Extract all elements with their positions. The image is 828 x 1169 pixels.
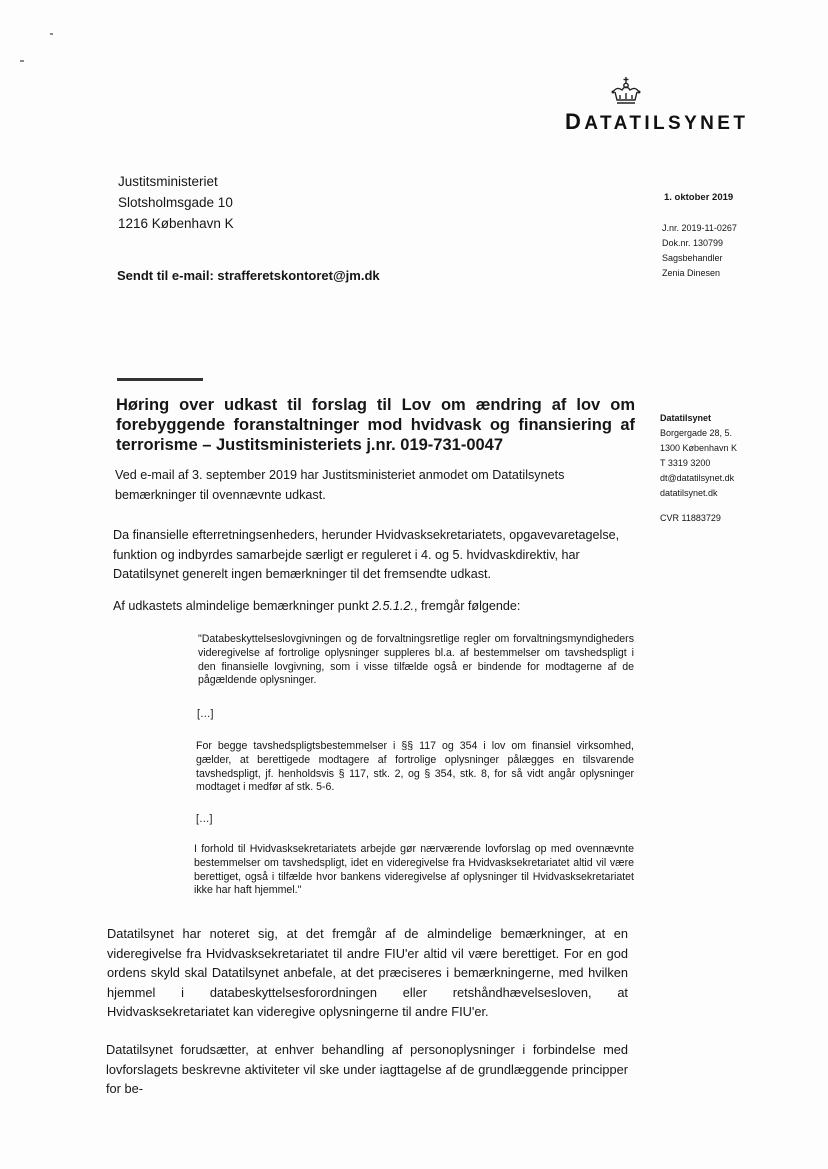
recipient-line: 1216 København K (118, 216, 234, 231)
body-paragraph: Datatilsynet har noteret sig, at det fremgår af de almindelige bemærkninger, at en videregivelse fra Hvidvasksekretariatet til andre FIU'er altid vil være berettiget. For en god ordens skyld skal Datatilsynet anbefale, at det præciseres i bemærkningerne, med hvilken hjemmel i databeskyttelsesforordningen eller retshåndhævelsesloven, at Hvidvasksekretariatet kan videregive oplysningerne til andre FIU'er. (107, 926, 628, 1019)
scan-speck (50, 33, 53, 35)
journal-number: J.nr. 2019-11-0267 (662, 223, 737, 233)
quote-paragraph: "Databeskyttelseslovgivningen og de forvaltningsretlige regler om forvaltningsmyndigheders videregivelse af fortrolige oplysninger suppleres bl.a. af bestemmelser om tavshedspligt i den finansielle lovgivning, som i visse tilfælde også er bindende for modtagerne af de pågældende oplysninger. (198, 633, 634, 687)
letter-date: 1. oktober 2019 (664, 192, 734, 203)
body-paragraph (113, 597, 633, 617)
letter-title: Høring over udkast til forslag til Lov om ændring af lov om forebyggende foranstaltninger mod hvidvask og finansiering af terrorisme – Justitsministeriets j.nr. 019-731-0047 (116, 396, 635, 454)
sender-cvr: CVR 11883729 (660, 513, 721, 523)
body-paragraph: Da finansielle efterretningsenheders, herunder Hvidvasksekretariatets, opgavevaretagelse, funktion og indbyrdes samarbejde særligt er reguleret i 4. og 5. hvidvaskdirektiv, har Datatilsynet generelt ingen bemærkninger til det fremsendte udkast. (113, 528, 620, 581)
sender-email: dt@datatilsynet.dk (660, 473, 735, 483)
handler-name: Zenia Dinesen (662, 268, 721, 278)
quote-ellipsis: […] (196, 813, 213, 825)
quote-paragraph: I forhold til Hvidvasksekretariatets arbejde gør nærværende lovforslag op med ovennævnte bestemmelser om tavshedspligt, idet en videregivelse fra Hvidvasksekretariatet altid vil være berettiget, også i tilfælde hvor bankens videregivelse af oplysninger til Hvidvasksekretariatet ikke har haft hjemmel." (194, 843, 634, 897)
body-paragraph: Datatilsynet forudsætter, at enhver behandling af personoplysninger i forbindelse med lovforslagets beskrevne aktiviteter vil ske under iagttagelse af de grundlæggende principper for be- (106, 1042, 628, 1096)
logo-wordmark: DATATILSYNET (565, 109, 749, 134)
case-meta (662, 221, 737, 281)
sender-block (660, 411, 737, 526)
title-rule (117, 378, 203, 381)
recipient-address (118, 171, 234, 234)
sender-phone: T 3319 3200 (660, 458, 711, 468)
crown-icon (608, 76, 644, 108)
section-reference: 2.5.1.2. (372, 599, 415, 613)
sender-web: datatilsynet.dk (660, 488, 718, 498)
scan-speck (20, 60, 24, 62)
sender-street: Borgergade 28, 5. (660, 428, 733, 438)
text-span: , fremgår følgende: (414, 599, 521, 613)
recipient-line: Justitsministeriet (118, 174, 218, 189)
sender-city: 1300 København K (660, 443, 738, 453)
body-paragraph: Ved e-mail af 3. september 2019 har Justitsministeriet anmodet om Datatilsynets bemærkninger til ovennævnte udkast. (115, 468, 565, 502)
sent-to-email: Sendt til e-mail: strafferetskontoret@jm.dk (117, 268, 380, 283)
quote-ellipsis: […] (197, 708, 214, 720)
document-number: Dok.nr. 130799 (662, 238, 724, 248)
handler-label: Sagsbehandler (662, 253, 723, 263)
recipient-line: Slotsholmsgade 10 (118, 195, 233, 210)
quote-paragraph: For begge tavshedspligtsbestemmelser i §§ 117 og 354 i lov om finansiel virksomhed, gælder, at berettigede modtagere af fortrolige oplysninger pålægges en tilsvarende tavshedspligt, jf. henholdsvis § 117, stk. 2, og § 354, stk. 8, for så vidt angår oplysninger modtaget i medfør af stk. 5-6. (196, 740, 634, 794)
text-span: Af udkastets almindelige bemærkninger punkt (113, 599, 373, 613)
sender-name: Datatilsynet (660, 413, 712, 423)
